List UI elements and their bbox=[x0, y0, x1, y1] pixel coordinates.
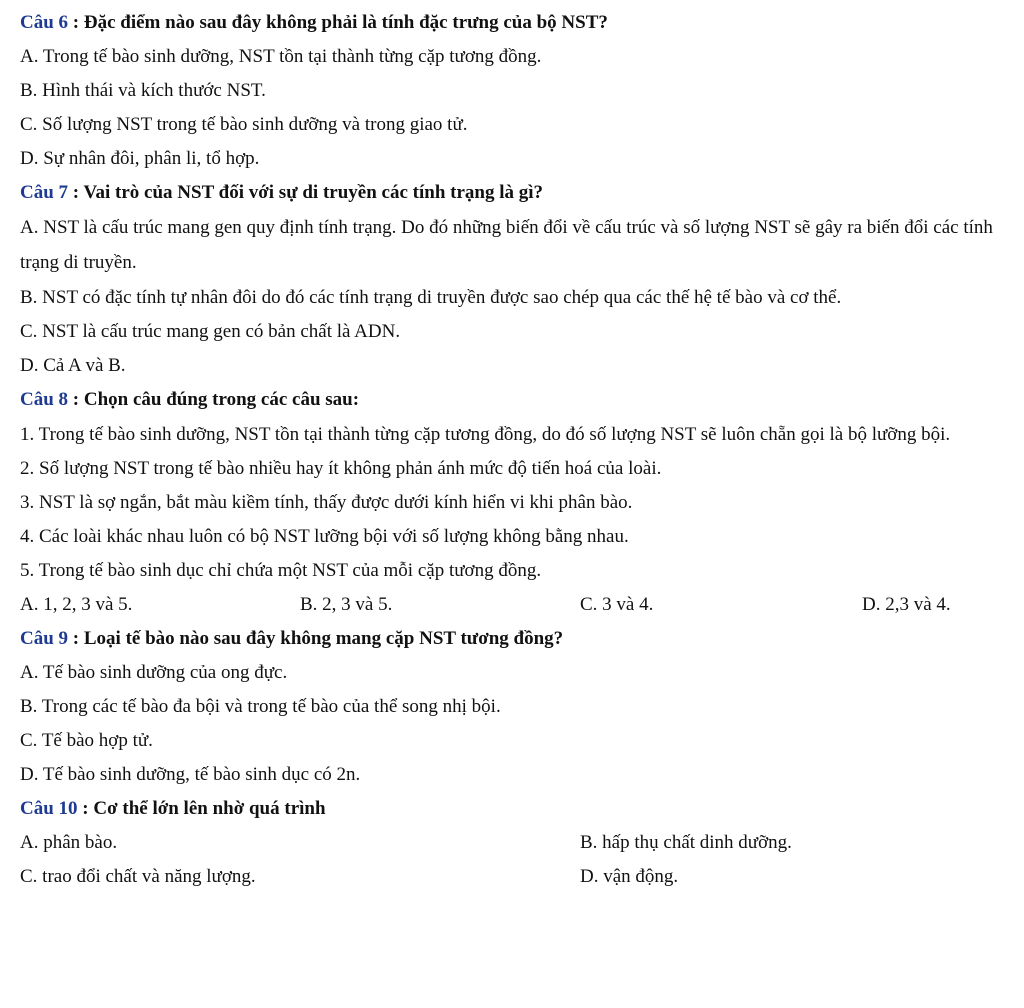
question-10-options-row-2 bbox=[20, 860, 1018, 894]
question-6-text: : Đặc điểm nào sau đây không phải là tính đặc trưng của bộ NST? bbox=[68, 12, 608, 33]
question-8 bbox=[20, 383, 1018, 622]
question-8-text: : Chọn câu đúng trong các câu sau: bbox=[68, 389, 360, 410]
question-10-option-a: A. phân bào. bbox=[20, 832, 118, 853]
question-10-option-c: C. trao đổi chất và năng lượng. bbox=[20, 866, 256, 887]
question-9-option-a: A. Tế bào sinh dưỡng của ong đực. bbox=[20, 662, 288, 683]
question-8-option-c: C. 3 và 4. bbox=[580, 594, 654, 615]
question-8-statement-5: 5. Trong tế bào sinh dục chỉ chứa một NST của mỗi cặp tương đồng. bbox=[20, 560, 542, 581]
question-7-option-b: B. NST có đặc tính tự nhân đôi do đó các tính trạng di truyền được sao chép qua các thế hệ tế bào và cơ thể. bbox=[20, 287, 842, 308]
question-6-option-b: B. Hình thái và kích thước NST. bbox=[20, 80, 266, 101]
question-8-number: Câu 8 bbox=[20, 389, 69, 410]
question-10 bbox=[20, 792, 1018, 894]
question-6-number: Câu 6 bbox=[20, 12, 69, 33]
question-10-option-b: B. hấp thụ chất dinh dưỡng. bbox=[580, 832, 792, 853]
question-10-text: : Cơ thể lớn lên nhờ quá trình bbox=[77, 798, 326, 819]
question-8-option-a: A. 1, 2, 3 và 5. bbox=[20, 594, 133, 615]
question-10-options-row-1 bbox=[20, 826, 1018, 860]
question-9-number: Câu 9 bbox=[20, 628, 69, 649]
question-7-number: Câu 7 bbox=[20, 182, 69, 203]
question-8-statement-2: 2. Số lượng NST trong tế bào nhiều hay ít không phản ánh mức độ tiến hoá của loài. bbox=[20, 458, 662, 479]
question-9-option-d: D. Tế bào sinh dưỡng, tế bào sinh dục có 2n. bbox=[20, 764, 361, 785]
question-9-title bbox=[20, 622, 1018, 656]
question-8-option-b: B. 2, 3 và 5. bbox=[300, 594, 393, 615]
question-9-option-b: B. Trong các tế bào đa bội và trong tế bào của thể song nhị bội. bbox=[20, 696, 501, 717]
question-8-statement-1: 1. Trong tế bào sinh dưỡng, NST tồn tại thành từng cặp tương đồng, do đó số lượng NST sẽ luôn chẵn gọi là bộ lưỡng bội. bbox=[20, 424, 951, 445]
question-8-statement-3: 3. NST là sợ ngắn, bắt màu kiềm tính, thấy được dưới kính hiển vi khi phân bào. bbox=[20, 492, 633, 513]
question-6-option-a: A. Trong tế bào sinh dưỡng, NST tồn tại thành từng cặp tương đồng. bbox=[20, 46, 542, 67]
question-8-options bbox=[20, 588, 1018, 622]
question-7-option-d: D. Cả A và B. bbox=[20, 355, 126, 376]
question-9-option-c: C. Tế bào hợp tử. bbox=[20, 730, 153, 751]
question-7-title bbox=[20, 176, 1018, 210]
question-7-option-a: A. NST là cấu trúc mang gen quy định tính trạng. Do đó những biến đổi về cấu trúc và số lượng NST sẽ gây ra biến đổi các tính trạng di truyền. bbox=[20, 217, 993, 273]
question-6-option-c: C. Số lượng NST trong tế bào sinh dưỡng và trong giao tử. bbox=[20, 114, 468, 135]
question-8-statement-4: 4. Các loài khác nhau luôn có bộ NST lưỡng bội với số lượng không bằng nhau. bbox=[20, 526, 629, 547]
question-6 bbox=[20, 6, 1018, 176]
question-10-number: Câu 10 bbox=[20, 798, 78, 819]
question-10-title bbox=[20, 792, 1018, 826]
question-7-option-c: C. NST là cấu trúc mang gen có bản chất là ADN. bbox=[20, 321, 401, 342]
question-8-title bbox=[20, 383, 1018, 417]
question-9 bbox=[20, 622, 1018, 792]
question-6-title bbox=[20, 6, 1018, 40]
question-8-option-d: D. 2,3 và 4. bbox=[862, 594, 951, 615]
question-10-option-d: D. vận động. bbox=[580, 866, 679, 887]
question-7 bbox=[20, 176, 1018, 383]
question-6-option-d: D. Sự nhân đôi, phân li, tổ hợp. bbox=[20, 148, 260, 169]
question-7-text: : Vai trò của NST đối với sự di truyền các tính trạng là gì? bbox=[68, 182, 544, 203]
question-9-text: : Loại tế bào nào sau đây không mang cặp NST tương đồng? bbox=[68, 628, 564, 649]
